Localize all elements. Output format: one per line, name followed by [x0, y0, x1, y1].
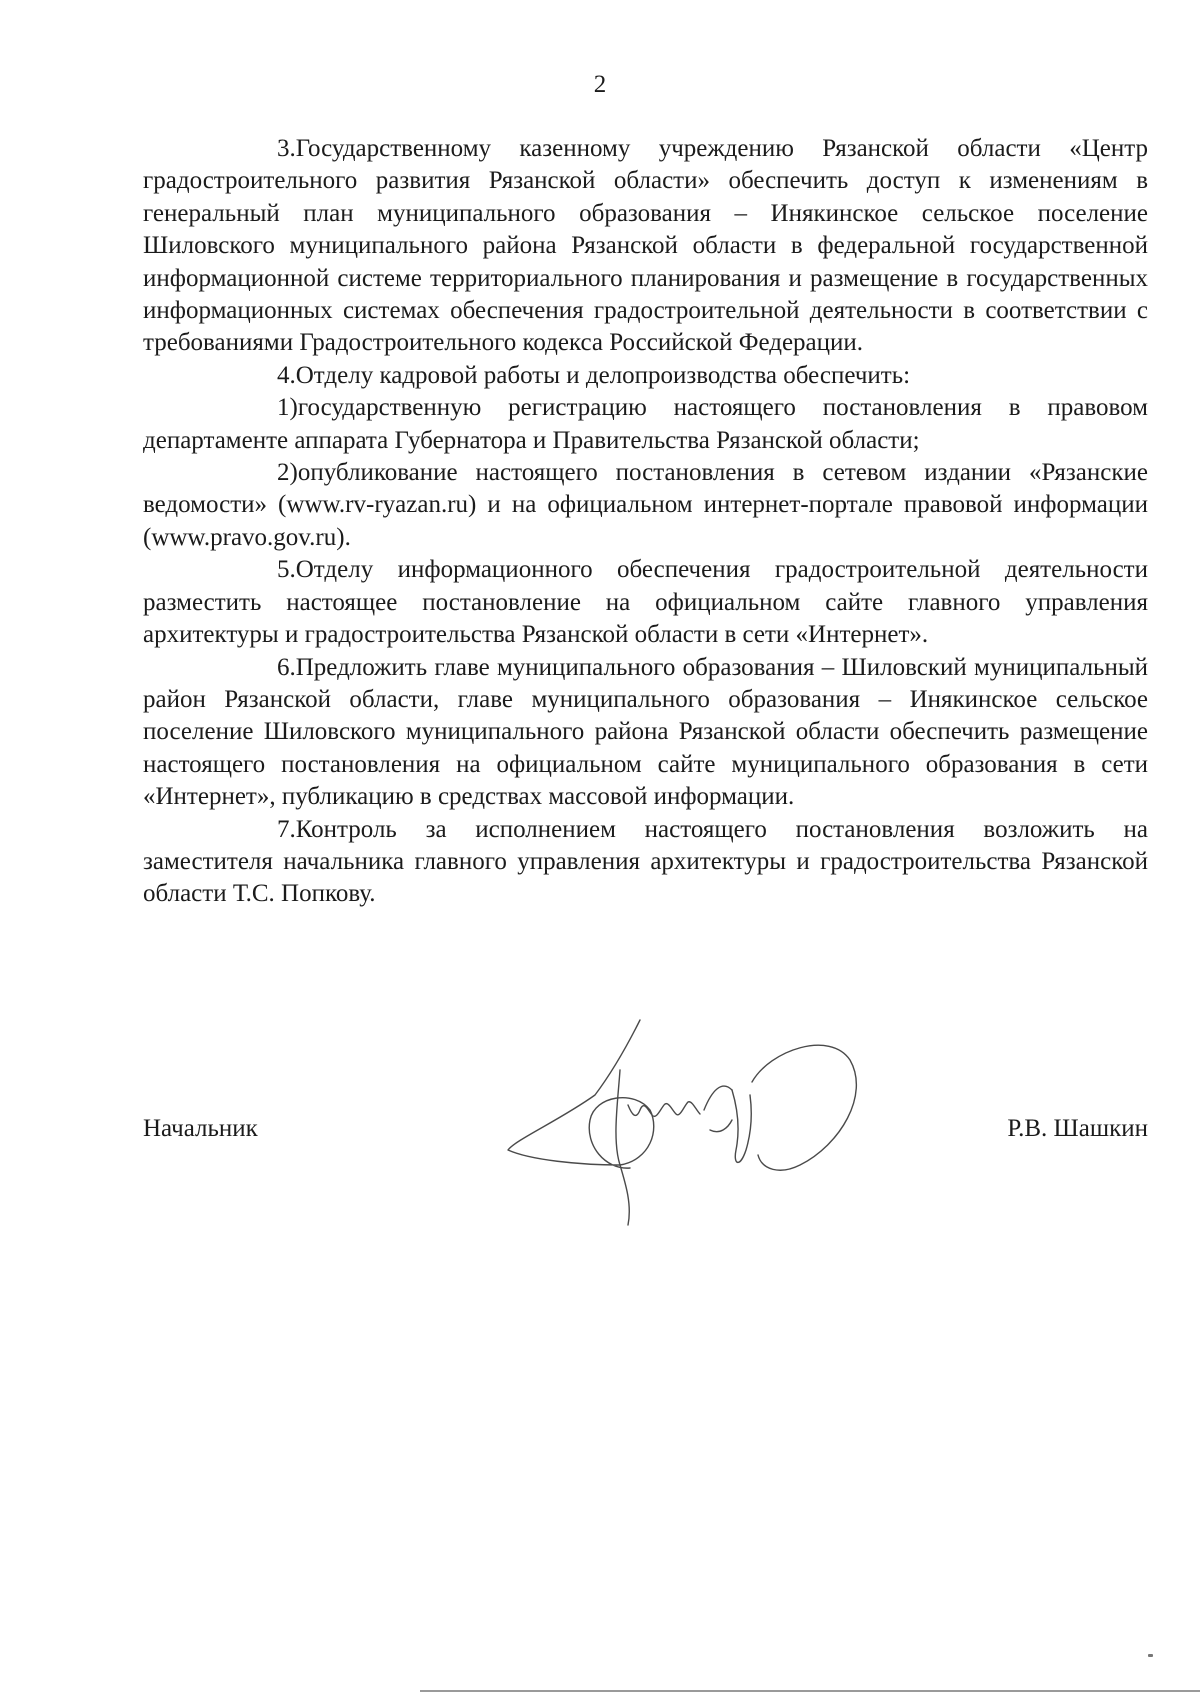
paragraph-3 — [143, 133, 1148, 360]
page-number: 2 — [593, 71, 607, 98]
signature-block — [143, 1113, 1148, 1153]
paragraph-4-1 — [143, 392, 1148, 457]
paragraph-text: Отделу кадровой работы и делопроизводства обеспечить: — [295, 361, 911, 389]
paragraph-number: 6. — [277, 653, 296, 681]
paragraph-text: Отделу информационного обеспечения градостроительной деятельности разместить настоящее постановление на официальном сайте главного управления архитектуры и градостроительства Рязанской области в сети «Интернет». — [143, 556, 1148, 649]
document-body — [143, 133, 1148, 911]
scan-speck — [1148, 1654, 1153, 1657]
paragraph-number: 3. — [277, 135, 296, 162]
paragraph-text: Государственному казенному учреждению Рязанской области «Центр градостроительного развития Рязанской области» обеспечить доступ к изменениям в генеральный план муниципального образования – Инякинское сельское поселение Шиловского муниципального района Рязанской области в федеральной государственной информационной системе территориального планирования и размещение в государственных информационных системах обеспечения градостроительной деятельности в соответствии с требованиями Градостроительного кодекса Российской Федерации. — [143, 135, 1148, 357]
signatory-name: Р.В. Шашкин — [1007, 1115, 1148, 1142]
scan-edge-line — [420, 1690, 1200, 1692]
paragraph-6 — [143, 652, 1148, 814]
paragraph-number: 4. — [277, 361, 296, 389]
paragraph-text: государственную регистрацию настоящего постановления в правовом департаменте аппарата Губернатора и Правительства Рязанской области; — [143, 394, 1148, 454]
paragraph-text: опубликование настоящего постановления в сетевом издании «Рязанские ведомости» (www.rv-ryazan.ru) и на официальном интернет-портале правовой информации (www.pravo.gov.ru). — [143, 459, 1148, 551]
paragraph-text: Предложить главе муниципального образования – Шиловский муниципальный район Рязанской области, главе муниципального образования – Инякинское сельское поселение Шиловского муниципального района Рязанской области обеспечить размещение настоящего постановления на официальном сайте муниципального образования в сети «Интернет», публикацию в средствах массовой информации. — [143, 653, 1148, 811]
paragraph-5 — [143, 554, 1148, 651]
paragraph-number: 1) — [277, 394, 298, 422]
paragraph-number: 5. — [277, 556, 296, 584]
paragraph-number: 7. — [277, 815, 296, 843]
paragraph-text: Контроль за исполнением настоящего постановления возложить на заместителя начальника главного управления архитектуры и градостроительства Рязанской области Т.С. Попкову. — [143, 815, 1148, 908]
paragraph-4-2 — [143, 457, 1148, 554]
signatory-title: Начальник — [143, 1115, 258, 1142]
paragraph-4 — [143, 360, 1148, 392]
paragraph-7 — [143, 814, 1148, 911]
paragraph-number: 2) — [277, 459, 298, 487]
